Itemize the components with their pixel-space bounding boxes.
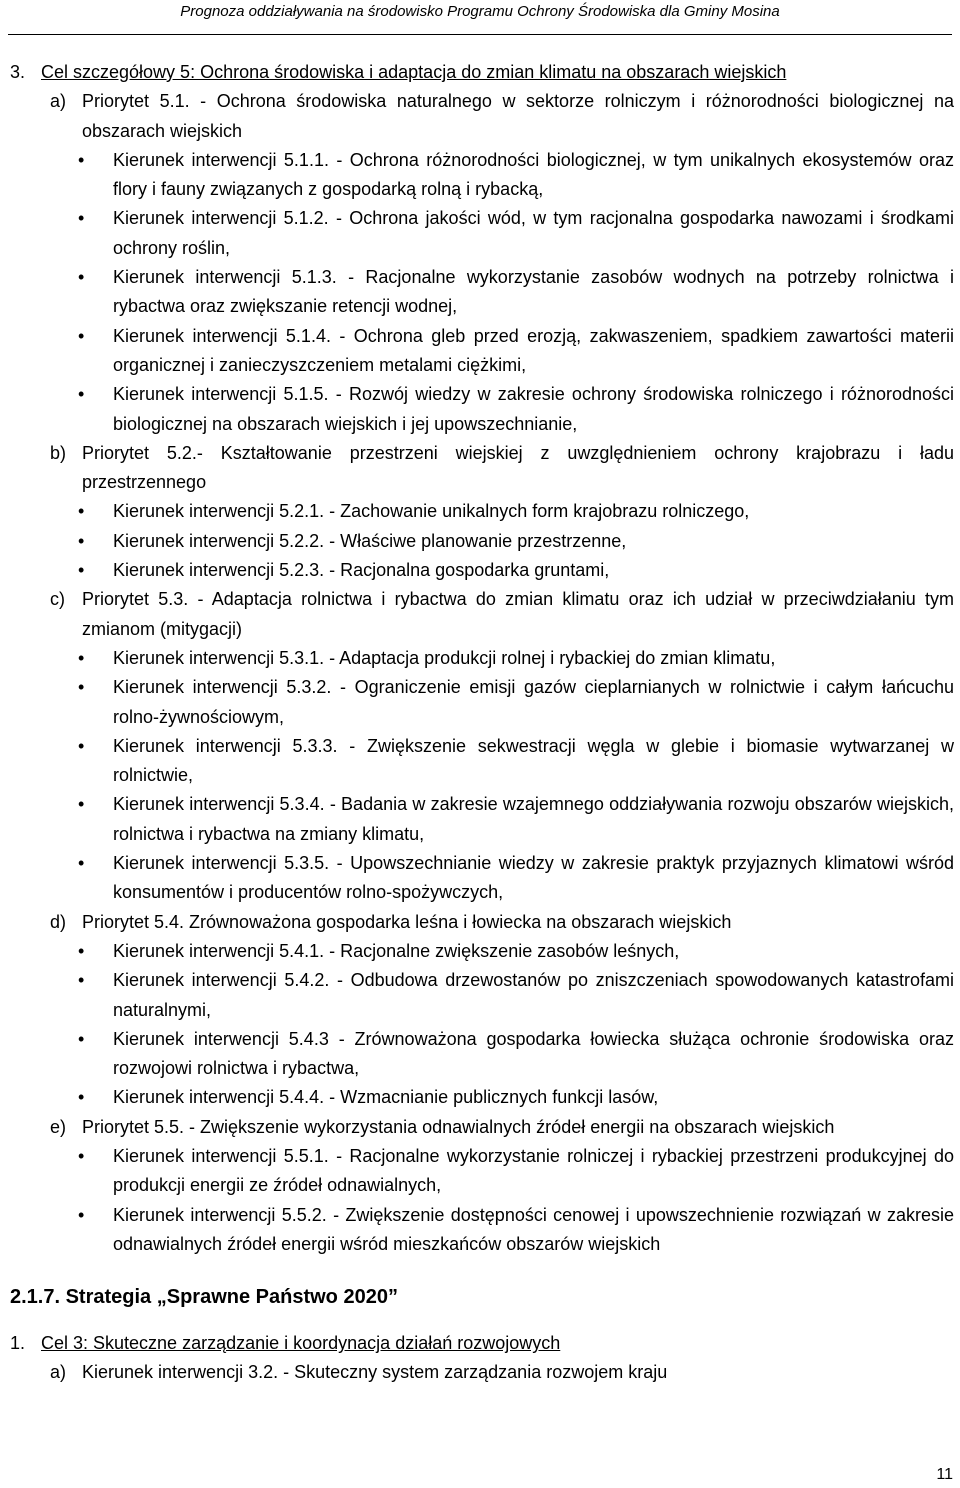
bullet-icon: • bbox=[78, 149, 85, 170]
priority-d-label: d) bbox=[50, 911, 67, 932]
bullet-icon: • bbox=[78, 1087, 85, 1108]
list-item-text: Kierunek interwencji 5.4.1. - Racjonalne zwiększenie zasobów leśnych, bbox=[113, 940, 680, 961]
list-item bbox=[10, 732, 954, 791]
page-number: 11 bbox=[936, 1466, 953, 1483]
list-item-text: Kierunek interwencji 5.2.1. - Zachowanie unikalnych form krajobrazu rolniczego, bbox=[113, 501, 750, 522]
list-item bbox=[10, 790, 954, 849]
section-3-title: Cel szczegółowy 5: Ochrona środowiska i adaptacja do zmian klimatu na obszarach wiejskich bbox=[41, 62, 787, 82]
section-3 bbox=[10, 58, 954, 87]
list-item bbox=[10, 1083, 954, 1112]
priority-c bbox=[10, 585, 954, 644]
priority-1a-label: a) bbox=[50, 1362, 67, 1383]
bullet-icon: • bbox=[78, 940, 85, 961]
list-item-text: Kierunek interwencji 5.2.2. - Właściwe planowanie przestrzenne, bbox=[113, 530, 627, 551]
list-item bbox=[10, 1201, 954, 1260]
bullet-icon: • bbox=[78, 1204, 85, 1225]
page-header: Prognoza oddziaływania na środowisko Programu Ochrony Środowiska dla Gminy Mosina bbox=[180, 3, 780, 20]
list-item bbox=[10, 263, 954, 322]
bullet-icon: • bbox=[78, 677, 85, 698]
list-item bbox=[10, 497, 954, 526]
priority-b bbox=[10, 439, 954, 498]
bullet-icon: • bbox=[78, 794, 85, 815]
priority-e bbox=[10, 1113, 954, 1142]
document-body bbox=[10, 58, 954, 1388]
list-item-text: Kierunek interwencji 5.3.1. - Adaptacja produkcji rolnej i rybackiej do zmian klimatu, bbox=[113, 647, 776, 668]
list-item-text: Kierunek interwencji 5.3.3. - Zwiększenie sekwestracji węgla w glebie i biomasie wytwarzanej w rolnictwie, bbox=[113, 735, 954, 786]
priority-d-text: Priorytet 5.4. Zrównoważona gospodarka leśna i łowiecka na obszarach wiejskich bbox=[82, 911, 732, 932]
list-item bbox=[10, 966, 954, 1025]
bullet-icon: • bbox=[78, 647, 85, 668]
section-heading: 2.1.7. Strategia „Sprawne Państwo 2020” bbox=[10, 1286, 398, 1309]
list-item bbox=[10, 204, 954, 263]
priority-e-label: e) bbox=[50, 1116, 67, 1137]
list-item bbox=[10, 556, 954, 585]
list-item-text: Kierunek interwencji 5.5.1. - Racjonalne wykorzystanie rolniczej i rybackiej przestrzeni produkcyjnej do produkcji energii ze źródeł odnawialnych, bbox=[113, 1145, 954, 1196]
section-1 bbox=[10, 1329, 954, 1358]
bullet-icon: • bbox=[78, 208, 85, 229]
list-item-text: Kierunek interwencji 5.1.2. - Ochrona jakości wód, w tym racjonalna gospodarka nawozami i środkami ochrony roślin, bbox=[113, 208, 954, 258]
bullet-icon: • bbox=[78, 325, 85, 346]
priority-c-text: Priorytet 5.3. - Adaptacja rolnictwa i rybactwa do zmian klimatu oraz ich udział w przeciwdziałaniu tym zmianom (mitygacji) bbox=[82, 589, 954, 639]
list-item bbox=[10, 527, 954, 556]
list-item bbox=[10, 322, 954, 381]
priority-a bbox=[10, 87, 954, 146]
priority-e-text: Priorytet 5.5. - Zwiększenie wykorzystania odnawialnych źródeł energii na obszarach wiejskich bbox=[82, 1116, 835, 1137]
priority-c-label: c) bbox=[50, 589, 65, 610]
priority-1a bbox=[10, 1358, 954, 1387]
section-1-number: 1. bbox=[10, 1333, 26, 1354]
list-item-text: Kierunek interwencji 5.1.4. - Ochrona gleb przed erozją, zakwaszeniem, spadkiem zawartości materii organicznej i zanieczyszczeniem metalami ciężkimi, bbox=[113, 325, 954, 375]
section-1-title: Cel 3: Skuteczne zarządzanie i koordynacja działań rozwojowych bbox=[41, 1333, 561, 1354]
priority-b-text: Priorytet 5.2.- Kształtowanie przestrzeni wiejskiej z uwzględnieniem ochrony krajobrazu i ładu przestrzennego bbox=[82, 442, 954, 493]
list-item-text: Kierunek interwencji 5.4.2. - Odbudowa drzewostanów po zniszczeniach spowodowanych katastrofami naturalnymi, bbox=[113, 970, 954, 1020]
list-item-text: Kierunek interwencji 5.2.3. - Racjonalna gospodarka gruntami, bbox=[113, 560, 610, 581]
list-item-text: Kierunek interwencji 5.4.4. - Wzmacnianie publicznych funkcji lasów, bbox=[113, 1087, 659, 1108]
list-item-text: Kierunek interwencji 5.1.5. - Rozwój wiedzy w zakresie ochrony środowiska rolniczego i różnorodności biologicznej na obszarach wiejskich i jej upowszechnianie, bbox=[113, 384, 954, 434]
header-rule bbox=[8, 34, 952, 35]
priority-b-label: b) bbox=[50, 442, 67, 463]
section-3-number: 3. bbox=[10, 62, 26, 82]
bullet-icon: • bbox=[78, 853, 85, 874]
list-item-text: Kierunek interwencji 5.3.4. - Badania w zakresie wzajemnego oddziaływania rozwoju obszarów wiejskich, rolnictwa i rybactwa na zmiany klimatu, bbox=[113, 794, 954, 844]
priority-a-label: a) bbox=[50, 91, 67, 112]
priority-d bbox=[10, 908, 954, 937]
list-item bbox=[10, 1025, 954, 1084]
priority-1a-text: Kierunek interwencji 3.2. - Skuteczny system zarządzania rozwojem kraju bbox=[82, 1362, 668, 1383]
list-item-text: Kierunek interwencji 5.3.2. - Ograniczenie emisji gazów cieplarnianych w rolnictwie i całym łańcuchu rolno-żywnościowym, bbox=[113, 677, 954, 727]
list-item-text: Kierunek interwencji 5.1.3. - Racjonalne wykorzystanie zasobów wodnych na potrzeby rolnictwa i rybactwa oraz zwiększanie retencji wodnej, bbox=[113, 267, 954, 317]
bullet-icon: • bbox=[78, 530, 85, 551]
list-item-text: Kierunek interwencji 5.4.3 - Zrównoważona gospodarka łowiecka służąca ochronie środowiska oraz rozwojowi rolnictwa i rybactwa, bbox=[113, 1028, 954, 1079]
bullet-icon: • bbox=[78, 970, 85, 991]
bullet-icon: • bbox=[78, 267, 85, 288]
list-item-text: Kierunek interwencji 5.3.5. - Upowszechnianie wiedzy w zakresie praktyk przyjaznych klimatowi wśród konsumentów i producentów rolno-spożywczych, bbox=[113, 853, 954, 903]
list-item bbox=[10, 1142, 954, 1201]
list-item bbox=[10, 673, 954, 732]
bullet-icon: • bbox=[78, 1145, 85, 1166]
list-item bbox=[10, 937, 954, 966]
bullet-icon: • bbox=[78, 1028, 85, 1049]
list-item-text: Kierunek interwencji 5.1.1. - Ochrona różnorodności biologicznej, w tym unikalnych ekosystemów oraz flory i fauny związanych z gospodarką rolną i rybacką, bbox=[113, 149, 954, 200]
bullet-icon: • bbox=[78, 501, 85, 522]
list-item bbox=[10, 644, 954, 673]
list-item bbox=[10, 146, 954, 205]
list-item-text: Kierunek interwencji 5.5.2. - Zwiększenie dostępności cenowej i upowszechnienie rozwiązań w zakresie odnawialnych źródeł energii wśród mieszkańców obszarów wiejskich bbox=[113, 1204, 954, 1254]
list-item bbox=[10, 849, 954, 908]
bullet-icon: • bbox=[78, 384, 85, 405]
list-item bbox=[10, 380, 954, 439]
bullet-icon: • bbox=[78, 560, 85, 581]
priority-a-text: Priorytet 5.1. - Ochrona środowiska naturalnego w sektorze rolniczym i różnorodności biologicznej na obszarach wiejskich bbox=[82, 91, 954, 141]
bullet-icon: • bbox=[78, 735, 85, 756]
